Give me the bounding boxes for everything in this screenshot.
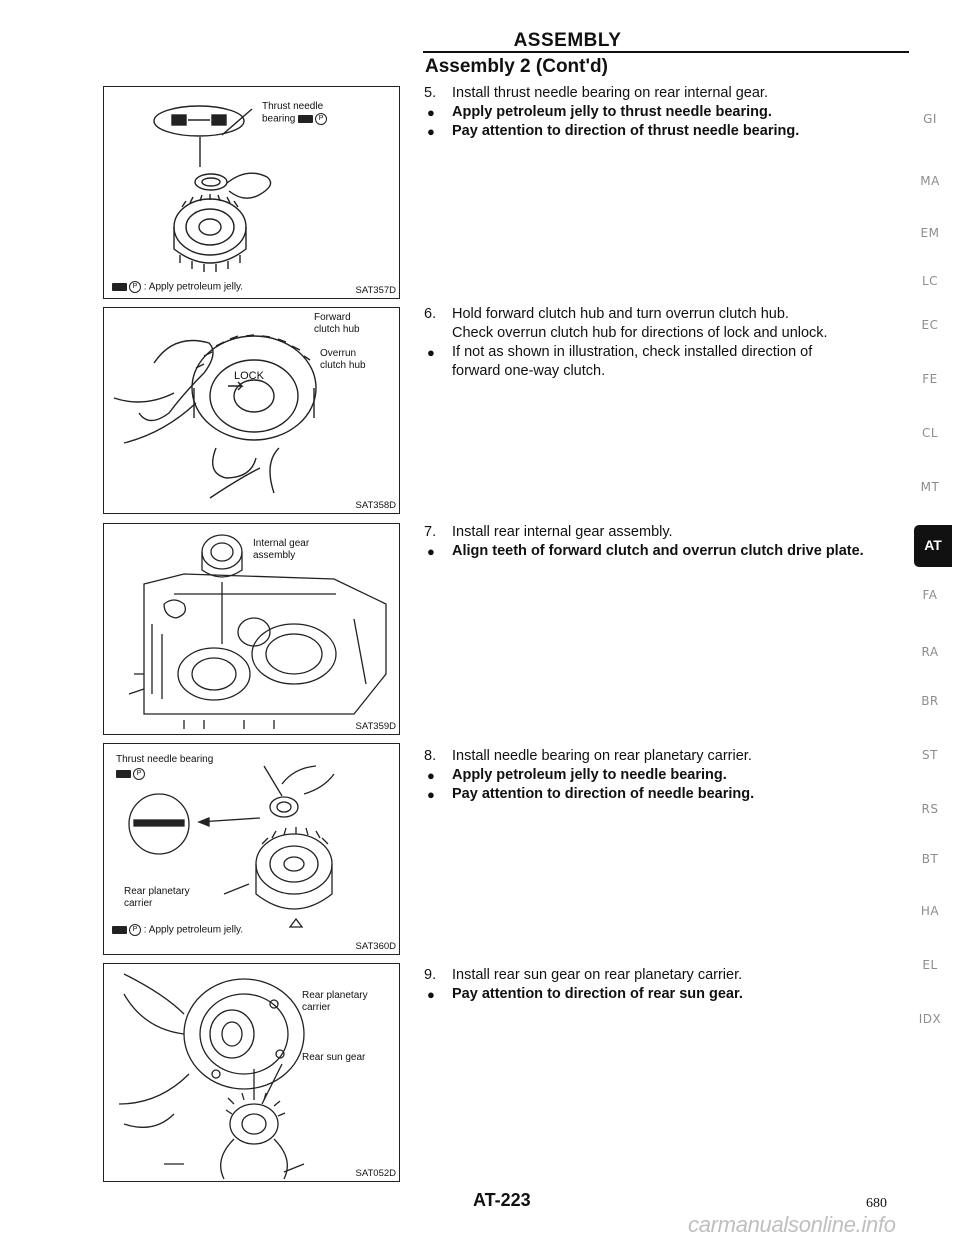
step-5 (424, 84, 914, 141)
side-index-lc[interactable]: LC (921, 274, 939, 288)
p-symbol-icon: P (315, 113, 327, 125)
fig4-jelly-symbol (116, 768, 145, 781)
figure-thrust-needle-bearing (103, 86, 400, 299)
fig1-note (112, 281, 243, 293)
bullet-icon: ● (427, 768, 435, 783)
side-index-mt[interactable]: MT (920, 480, 940, 494)
section-title: Assembly 2 (Cont'd) (425, 56, 608, 77)
bullet-icon: ● (427, 345, 435, 360)
side-index-bt[interactable]: BT (921, 852, 939, 866)
step-text: Hold forward clutch hub and turn overrun clutch hub. (452, 306, 789, 322)
bullet-icon: ● (427, 124, 435, 139)
step-8 (424, 747, 914, 804)
step-number: 7. (424, 524, 437, 540)
petroleum-jelly-icon (298, 115, 313, 123)
side-index-ha[interactable]: HA (920, 904, 940, 918)
p-symbol-icon: P (133, 768, 145, 780)
fig1-label-thrust-needle: Thrust needle (262, 101, 324, 112)
fig5-label-rear-planetary: Rear planetary (302, 990, 368, 1001)
fig5-label-carrier: carrier (302, 1002, 331, 1013)
clutch-hub-illustration (104, 308, 401, 515)
figure-clutch-hub-lock (103, 307, 400, 514)
step-text: Install rear internal gear assembly. (452, 524, 673, 540)
fig4-label-rear-planetary: Rear planetary (124, 886, 190, 897)
side-index-idx[interactable]: IDX (918, 1012, 942, 1026)
fig2-label-clutch-hub: clutch hub (314, 324, 360, 335)
step-bullet: If not as shown in illustration, check installed direction of (452, 344, 813, 360)
side-index-rs[interactable]: RS (921, 802, 939, 816)
p-symbol-icon: P (129, 281, 141, 293)
side-index-at-active[interactable] (914, 525, 952, 567)
fig5-code: SAT052D (355, 1168, 396, 1179)
fig4-note-text: : Apply petroleum jelly. (143, 924, 244, 936)
step-7 (424, 523, 914, 561)
step-bullet: Pay attention to direction of rear sun gear. (452, 986, 743, 1002)
p-symbol-icon: P (129, 924, 141, 936)
bullet-icon: ● (427, 787, 435, 802)
step-bullet: Align teeth of forward clutch and overrun clutch drive plate. (452, 543, 864, 559)
bullet-icon: ● (427, 544, 435, 559)
fig4-note (112, 924, 243, 936)
fig4-code: SAT360D (355, 941, 396, 952)
petroleum-jelly-icon (116, 770, 131, 778)
side-index-ra[interactable]: RA (921, 645, 939, 659)
step-text: Install rear sun gear on rear planetary carrier. (452, 967, 743, 983)
fig2-label-overrun: Overrun (320, 348, 357, 359)
side-index-gi[interactable]: GI (923, 112, 937, 126)
step-number: 8. (424, 748, 437, 764)
side-index-ec[interactable]: EC (921, 318, 939, 332)
side-index-em[interactable]: EM (920, 226, 940, 240)
side-index-ma[interactable]: MA (920, 174, 940, 188)
fig4-label-thrust-needle-bearing: Thrust needle bearing (116, 754, 214, 765)
step-number: 9. (424, 967, 437, 983)
fig3-label-internal-gear: Internal gear (253, 538, 310, 549)
side-index-el[interactable]: EL (922, 958, 938, 972)
side-index-fa[interactable]: FA (922, 588, 938, 602)
fig3-label-assembly: assembly (253, 550, 296, 561)
step-bullet: Pay attention to direction of thrust needle bearing. (452, 123, 800, 139)
fig5-label-rear-sun-gear: Rear sun gear (302, 1052, 366, 1063)
side-index-fe[interactable]: FE (922, 372, 938, 386)
side-index-br[interactable]: BR (921, 694, 939, 708)
page-code: AT-223 (473, 1190, 531, 1210)
step-6 (424, 305, 914, 381)
watermark: carmanualsonline.info (688, 1212, 896, 1237)
step-number: 6. (424, 306, 437, 322)
side-index-cl[interactable]: CL (921, 426, 939, 440)
step-bullet: Apply petroleum jelly to thrust needle bearing. (452, 104, 772, 120)
step-bullet: Apply petroleum jelly to needle bearing. (452, 767, 727, 783)
step-text: Install thrust needle bearing on rear internal gear. (452, 85, 768, 101)
fig3-code: SAT359D (355, 721, 396, 732)
page-header-title: ASSEMBLY (513, 30, 622, 51)
fig1-code: SAT357D (355, 285, 396, 296)
side-index-at-label: AT (924, 537, 942, 553)
fig1-label-bearing (262, 113, 327, 126)
fig2-label-lock: LOCK (234, 370, 264, 382)
thrust-bearing-illustration (104, 87, 401, 300)
fig2-label-overrun-hub: clutch hub (320, 360, 366, 371)
petroleum-jelly-icon (112, 926, 127, 934)
figure-rear-planetary-carrier (103, 743, 400, 955)
page-number: 680 (866, 1196, 887, 1211)
fig2-label-forward: Forward (314, 312, 351, 323)
fig1-note-text: : Apply petroleum jelly. (143, 281, 244, 293)
fig4-label-carrier: carrier (124, 898, 153, 909)
fig1-label-bearing-text: bearing (262, 113, 296, 125)
petroleum-jelly-icon (112, 283, 127, 291)
step-9 (424, 966, 914, 1004)
figure-rear-sun-gear (103, 963, 400, 1182)
step-text-2: Check overrun clutch hub for directions of lock and unlock. (452, 325, 828, 341)
bullet-icon: ● (427, 987, 435, 1002)
step-bullet: Pay attention to direction of needle bearing. (452, 786, 755, 802)
figure-internal-gear-assembly (103, 523, 400, 735)
header-rule (423, 51, 909, 53)
step-number: 5. (424, 85, 437, 101)
step-bullet-cont: forward one-way clutch. (452, 363, 606, 379)
bullet-icon: ● (427, 105, 435, 120)
side-index-st[interactable]: ST (922, 748, 938, 762)
fig2-code: SAT358D (355, 500, 396, 511)
step-text: Install needle bearing on rear planetary carrier. (452, 748, 752, 764)
